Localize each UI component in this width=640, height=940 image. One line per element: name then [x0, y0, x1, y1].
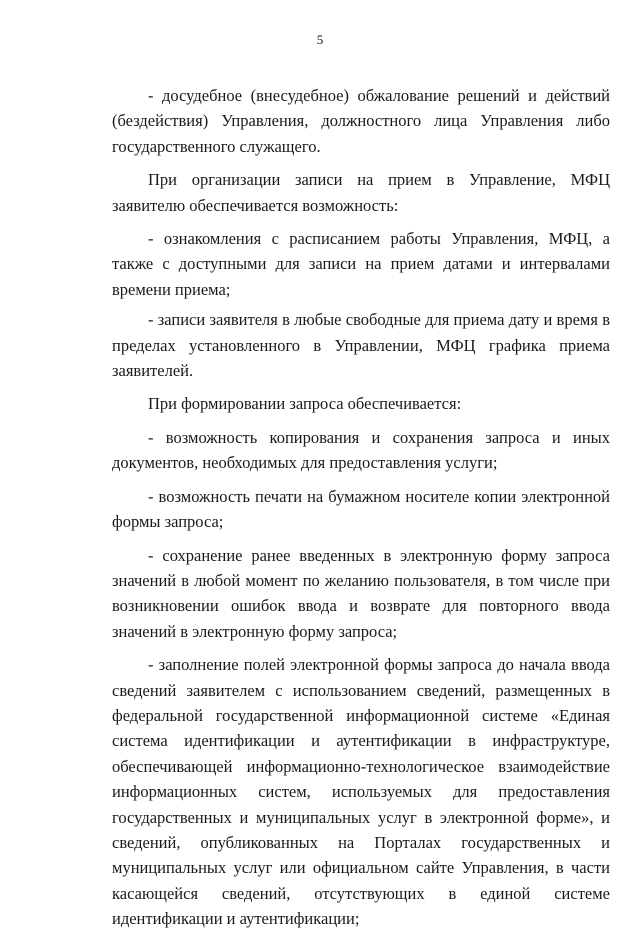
paragraph-booking: - записи заявителя в любые свободные для приема дату и время в пределах установленного в Управлении, МФЦ графика приема заявителей.	[112, 310, 610, 381]
paragraph-autofill: - заполнение полей электронной формы запроса до начала ввода сведений заявителем с использованием сведений, размещенных в федеральной государственной информационной системе «Единая система идентификации и аутентификации в инфраструктуре, обеспечивающей информационно-технологическое взаимодействие информационных систем, используемых для предоставления государственных и муниципальных услуг в электронной форме», и сведений, опубликованных на Порталах государственных и муниципальных услуг или официальном сайте Управления, в части касающейся сведений, отсутствующих в единой системе идентификации и аутентификации;	[112, 655, 610, 929]
paragraph-request-intro: При формировании запроса обеспечивается:	[148, 394, 462, 414]
paragraph-save-values: - сохранение ранее введенных в электронную форму запроса значений в любой момент по желанию пользователя, в том числе при возникновении ошибок ввода и возврате для повторного ввода значений в электронную форму запроса;	[112, 545, 610, 641]
document-body	[112, 83, 610, 940]
paragraph-print: - возможность печати на бумажном носителе копии электронной формы запроса;	[112, 486, 610, 532]
paragraph-schedule: - ознакомления с расписанием работы Управления, МФЦ, а также с доступными для записи на прием датами и интервалами времени приема;	[112, 229, 610, 299]
page-number: 5	[316, 32, 324, 47]
paragraph-appeal: - досудебное (внесудебное) обжалование решений и действий (бездействия) Управления, должностного лица Управления либо государственного служащего.	[112, 86, 610, 156]
paragraph-copy-save: - возможность копирования и сохранения запроса и иных документов, необходимых для предоставления услуги;	[112, 427, 610, 473]
paragraph-appointment-intro: При организации записи на прием в Управление, МФЦ заявителю обеспечивается возможность:	[112, 170, 610, 215]
